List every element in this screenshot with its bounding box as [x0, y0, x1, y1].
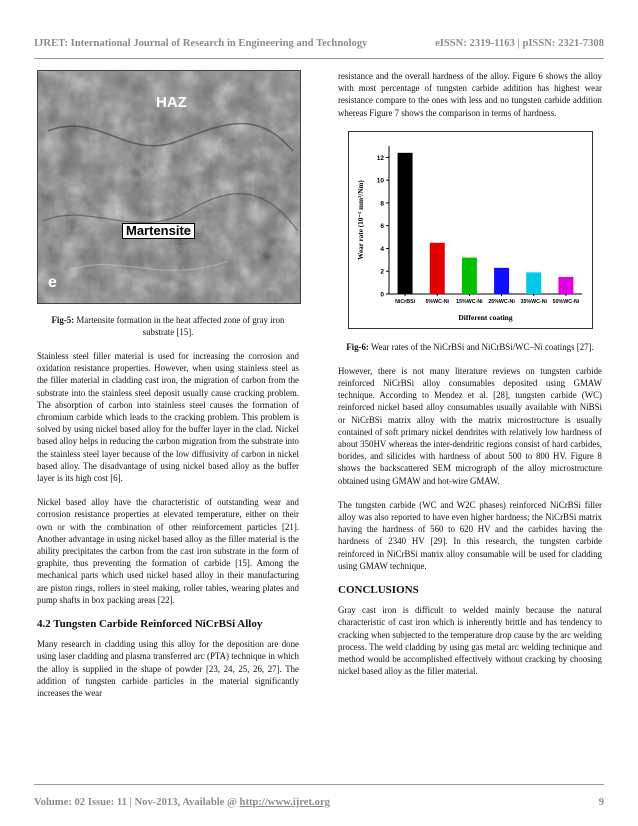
- journal-name: IJRET: International Journal of Research in Engineering and Technology: [34, 38, 368, 49]
- fig6-caption: [338, 341, 602, 353]
- y-tick-label: 4: [379, 245, 384, 253]
- page-footer: [34, 797, 604, 808]
- haz-label: HAZ: [156, 94, 187, 111]
- x-tick-label: NiCrBSi: [394, 298, 415, 305]
- footer-link[interactable]: http://www.ijret.org: [239, 797, 330, 808]
- fig6-caption-text: Wear rates of the NiCrBSi and NiCrBSi/WC–Ni coatings [27].: [368, 341, 594, 352]
- bar-5-wc-ni: [429, 243, 444, 294]
- martensite-label: Martensite: [122, 223, 195, 239]
- x-axis-label: Different coating: [457, 312, 513, 322]
- x-tick-label: 25%WC-Ni: [487, 298, 515, 305]
- paragraph-stainless: Stainless steel filler material is used for increasing the corrosion and oxidation resistance properties. However, when using stainless steel as the filler material in cladding cast iron, the migration of carbon from the substrate into the stainless steel deposit usually cause cracking problem. The absorption of carbon into stainless steel causes the formation of chromium carbide which leads to the cracking problem. This problem is solved by using nickel based alloy for the buffer layer in the clad. Nickel based alloy helps in reducing the carbon migration from the substrate into the stainless steel layer because of the low diffusivity of carbon in nickel based alloy. The disadvantage of using nickel based alloy as the buffer layer is its high cost [6].: [37, 351, 299, 484]
- fig5-micrograph: [37, 70, 301, 304]
- wear-rate-chart-svg: [349, 132, 592, 328]
- paragraph-wear-resistance: resistance and the overall hardness of the alloy. Figure 6 shows the alloy with most percentage of tungsten carbide addition has highest wear resistance compare to the ones with less and no tungsten carbide addition whereas Figure 7 shows the comparison in terms of hardness.: [338, 71, 602, 118]
- bar-50-wc-ni: [558, 277, 573, 294]
- section-4-2-title: 4.2 Tungsten Carbide Reinforced NiCrBSi Alloy: [37, 618, 263, 631]
- y-tick-label: 8: [379, 200, 384, 208]
- paragraph-tungsten-phases: The tungsten carbide (WC and W2C phases) reinforced NiCrBSi filler alloy was also reported to have even higher hardness; the NiCrBSi matrix having the hardness of 560 to 620 HV and the carbides having the hardness of 2340 HV [29]. In this research, the tungsten carbide reinforced in NiCrBSi matrix alloy consumable will be used for cladding using GMAW technique.: [338, 499, 602, 571]
- header-divider: [34, 58, 604, 59]
- page-header: [34, 38, 604, 49]
- paragraph-conclusions: Gray cast iron is difficult to welded mainly because the natural characteristic of cast iron which is inherently brittle and has tendency to cracking when subjected to the temperature drop cause by the arc welding process. The weld cladding by using gas metal arc welding technique and method would be accomplished effectively without cracking by choosing nickel based alloy as the filler material.: [338, 605, 602, 677]
- y-tick-label: 12: [376, 154, 384, 162]
- footer-volume-text: Volume: 02 Issue: 11 | Nov-2013, Available @: [34, 797, 240, 808]
- bar-nicrbsi: [397, 153, 412, 294]
- bar-25-wc-ni: [494, 268, 509, 294]
- y-tick-label: 6: [379, 223, 384, 231]
- bar-15-wc-ni: [461, 257, 476, 293]
- footer-volume: [34, 797, 330, 808]
- y-tick-label: 10: [376, 177, 384, 185]
- panel-label: e: [48, 274, 57, 291]
- footer-divider: [34, 784, 604, 785]
- fig5-caption-prefix: Fig-5:: [51, 315, 75, 325]
- x-tick-label: 50%WC-Ni: [552, 298, 579, 305]
- fig5-caption: [37, 314, 299, 338]
- left-column: [37, 70, 299, 699]
- x-tick-label: 15%WC-Ni: [455, 298, 483, 305]
- fig6-caption-prefix: Fig-6:: [346, 341, 369, 352]
- y-tick-label: 0: [379, 291, 384, 299]
- y-axis-label: Wear rate (10⁻⁵ mm³/Nm): [356, 180, 365, 260]
- right-column: [338, 70, 602, 677]
- paragraph-literature: However, there is not many literature reviews on tungsten carbide reinforced NiCrBSi alloy consumables deposited using GMAW technique. According to Mendez et al. [28], tungsten carbide (WC) reinforced nickel based alloy consumables usually available with NiBSi or NiCrBSi matrix alloy with the matrix microstructure is usually contained of soft primary nickel dendrites with relatively low hardness of about 350HV whereas the inter-dendritic regions consist of hard carbides, borides, and silicides with hardness of about 500 to 800 HV. Figure 8 shows the backscattered SEM micrograph of the alloy microstructure obtained using GMAW and hot-wire GMAW.: [338, 365, 602, 486]
- page-number: 9: [598, 797, 604, 808]
- paragraph-nickel: Nickel based alloy have the characteristic of outstanding wear and corrosion resistance properties at elevated temperature, either on their own or with the combination of other reinforcement particles [21]. Another advantage in using nickel based alloy as the filler material is the ability precipitates the carbon from the cast iron substrate in the form of graphite, thus preventing the formation of carbide [15]. Among the mechanical parts which used nickel based alloy in their manufacturing are piston rings, rollers in steel making, roller tables, wearing plates and pump shafts in box packing areas [22].: [37, 497, 299, 605]
- issn-text: eISSN: 2319-1163 | pISSN: 2321-7308: [435, 38, 604, 49]
- fig5-caption-text: Martensite formation in the heat affected zone of gray iron substrate [15].: [74, 315, 285, 337]
- x-tick-label: 35%WC-Ni: [520, 298, 547, 305]
- y-tick-label: 2: [379, 268, 384, 276]
- conclusions-title: CONCLUSIONS: [338, 584, 419, 597]
- x-tick-label: 5%WC-Ni: [424, 298, 449, 305]
- fig6-chart: [348, 131, 593, 329]
- bar-35-wc-ni: [526, 272, 541, 294]
- paragraph-tungsten: Many research in cladding using this alloy for the deposition are done using laser cladding and plasma transferred arc (PTA) technique in which the alloy is supplied in the shape of powder [23, 24, 25, 26, 27]. The addition of tungsten carbide particles in the material significantly increases the wear: [37, 639, 299, 699]
